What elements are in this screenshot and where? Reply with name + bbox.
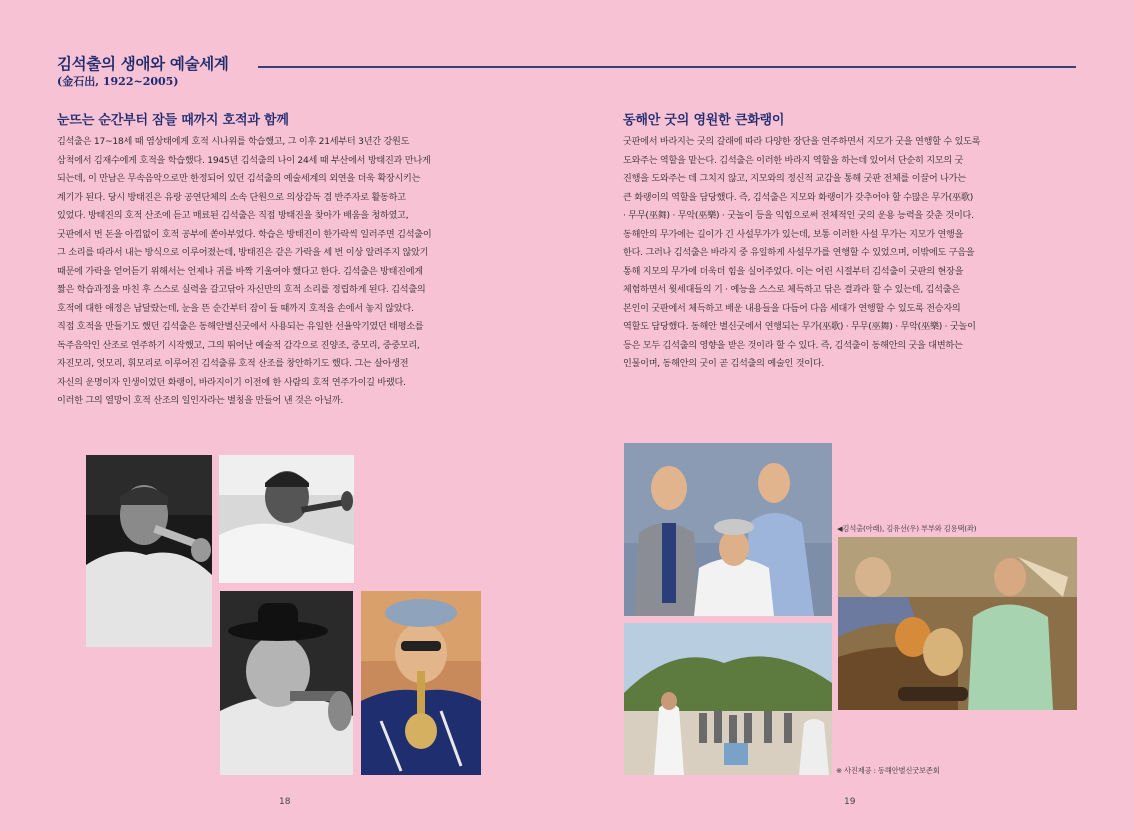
text-line: 호적에 대한 애정은 남달랐는데, 눈을 뜬 순간부터 잠이 들 때까지 호적을 손에서 놓지 않았다.: [57, 303, 414, 314]
photo-kim-with-cap-color: [361, 591, 481, 775]
text-line: 독주음악인 산조로 연주하기 시작했고, 그의 뛰어난 예술적 감각으로 진양조, 중모리, 중중모리,: [57, 340, 420, 351]
text-line: 동해안의 무가에는 길이가 긴 사설무가가 있는데, 보통 이러한 사설 무가는 지모가 연행을: [623, 229, 964, 240]
photo-kim-playing-hojeok-2: [219, 455, 354, 583]
text-line: 통해 지모의 무가에 더욱더 힘을 실어주었다. 이는 어린 시절부터 김석출이 굿판의 현장을: [623, 266, 964, 277]
text-line: 체험하면서 윗세대들의 기 · 예능을 스스로 체득하고 닦은 결과라 할 수 있는데, 김석출은: [623, 285, 960, 295]
photo-family-portrait: [624, 443, 832, 616]
page-title: 김석출의 생애와 예술세계: [57, 55, 229, 73]
right-section-heading: 동해안 굿의 영원한 큰화랭이: [623, 113, 785, 128]
text-line: 굿판에서 번 돈을 아낌없이 호적 공부에 쏟아부었다. 학습은 방태진이 한가락씩 일러주면 김석출이: [57, 229, 432, 240]
left-section-heading: 눈뜨는 순간부터 잠들 때까지 호적과 함께: [57, 113, 289, 128]
text-line: · 무무(巫舞) · 무악(巫樂) · 굿놀이 등을 익힘으로써 전체적인 굿의 운용 능력을 갖춘 것이다.: [623, 211, 974, 221]
text-line: 본인이 굿판에서 체득하고 배운 내용들을 다듬어 다음 세대가 연행할 수 있도록 전승자의: [623, 303, 961, 314]
photo-source-credit: ※ 사진제공 : 동해안별신굿보존회: [836, 766, 940, 775]
text-line: 큰 화랭이의 역할을 담당했다. 즉, 김석출은 지모와 화랭이가 갖추어야 할 수많은 무가(巫歌): [623, 192, 974, 203]
text-line: 굿판에서 바라지는 굿의 갈래에 따라 다양한 장단을 연주하면서 지모가 굿을 연행할 수 있도록: [623, 137, 981, 147]
left-body-text: [57, 133, 431, 411]
text-line: 등은 모두 김석출의 영향을 받은 것이라 할 수 있다. 즉, 김석출이 동해안의 굿을 대변하는: [623, 340, 963, 351]
text-line: 직접 호적을 만들기도 했던 김석출은 동해안별신굿에서 사용되는 유일한 선율악기였던 태평소를: [57, 322, 424, 332]
page-number-left: 18: [279, 797, 291, 807]
text-line: 이러한 그의 열망이 호적 산조의 일인자라는 별칭을 만들어 낸 것은 아닐까.: [57, 396, 344, 406]
text-line: 짧은 학습과정을 마친 후 스스로 실력을 갈고닦아 자신만의 호적 소리를 정립하게 된다. 김석출의: [57, 285, 426, 295]
page-subtitle: (金石出, 1922~2005): [57, 75, 179, 88]
text-line: 계기가 된다. 당시 방태진은 유랑 공연단체의 소속 단원으로 의상감독 겸 반주자로 활동하고: [57, 192, 406, 203]
text-line: 인물이며, 동해안의 굿이 곧 김석출의 예술인 것이다.: [623, 359, 825, 369]
text-line: 진행을 도와주는 데 그치지 않고, 지모와의 정신적 교감을 통해 굿판 전체를 이끌어 나가는: [623, 174, 966, 184]
text-line: 되는데, 이 만남은 무속음악으로만 한정되어 있던 김석출의 예술세계의 외연을 더욱 확장시키는: [57, 174, 421, 184]
text-line: 자신의 운명이자 인생이었던 화랭이, 바라지이기 이전에 한 사람의 호적 연주가이길 바랬다.: [57, 377, 406, 388]
page-number-right: 19: [844, 797, 856, 807]
text-line: 삼척에서 김재수에게 호적을 학습했다. 1945년 김석출의 나이 24세 때 부산에서 방태진과 만나게: [57, 155, 431, 166]
title-divider: [258, 66, 1076, 68]
text-line: 그 소리를 따라서 내는 방식으로 이루어졌는데, 방태진은 같은 가락을 세 번 이상 알려주지 않았기: [57, 248, 429, 258]
text-line: 도와주는 역할을 맡는다. 김석출은 이러한 바라지 역할을 하는데 있어서 단순히 지모의 굿: [623, 155, 964, 166]
text-line: 역할도 담당했다. 동해안 별신굿에서 연행되는 무가(巫歌) · 무무(巫舞) · 무악(巫樂) · 굿놀이: [623, 322, 976, 332]
text-line: 김석출은 17~18세 때 염상태에게 호적 시나위를 학습했고, 그 이후 21세부터 3년간 강원도: [57, 137, 410, 147]
text-line: 자진모리, 엇모리, 휘모리로 이루어진 김석출류 호적 산조를 창안하기도 했다. 그는 살아생전: [57, 359, 409, 369]
text-line: 때문에 가락을 얻어듣기 위해서는 언제나 귀를 바짝 기울여야 했다고 한다. 김석출은 방태진에게: [57, 266, 423, 277]
photo-caption-people: ◀김석출(아래), 김유선(우) 부부와 김용택(좌): [837, 524, 977, 533]
text-line: 있었다. 방태진의 호적 산조에 듣고 매료된 김석출은 직접 방태진을 찾아가 배움을 청하였고,: [57, 211, 409, 221]
photo-procession-outdoor: [624, 623, 832, 775]
photo-kim-playing-hojeok-1: [86, 455, 212, 647]
right-body-text: [623, 133, 980, 374]
text-line: 한다. 그러나 김석출은 바라지 중 유일하게 사설무가를 연행할 수 있었으며, 이밖에도 구음을: [623, 248, 975, 258]
photo-kim-with-gat-hat: [220, 591, 353, 775]
photo-shaman-ritual: [838, 537, 1077, 710]
